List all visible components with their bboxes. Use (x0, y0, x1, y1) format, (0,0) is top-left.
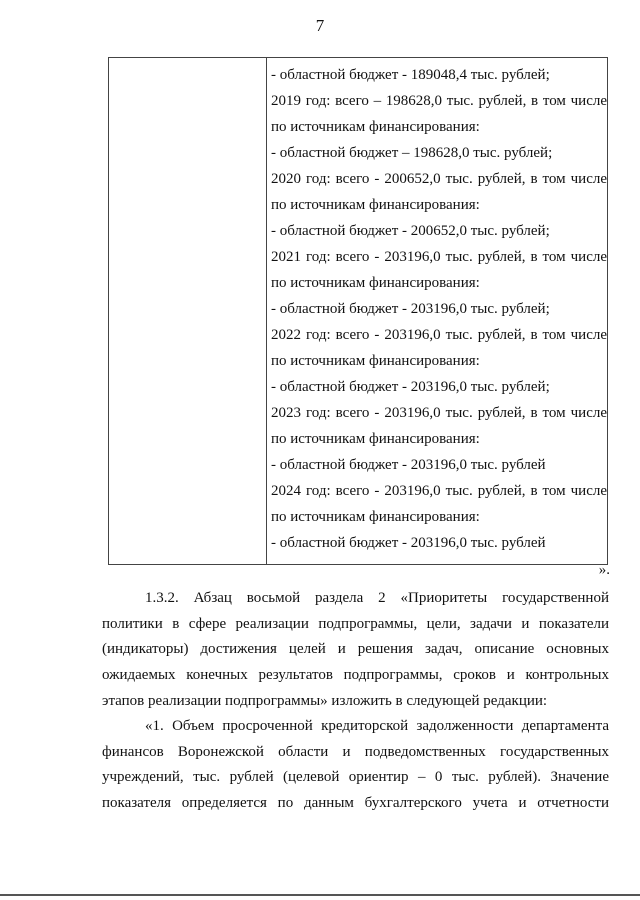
table-line: - областной бюджет - 203196,0 тыс. рублей; (271, 379, 550, 395)
table-line: по источникам финансирования: (271, 119, 480, 135)
paragraph-line: финансов Воронежской области и подведомственных государственных (102, 743, 609, 760)
page-number: 7 (315, 16, 325, 35)
paragraph-line: ожидаемых конечных результатов подпрограммы, сроков и контрольных (102, 667, 609, 684)
funding-table (108, 57, 608, 565)
paragraph-line: политики в сфере реализации подпрограммы, цели, задачи и показатели (102, 615, 609, 632)
table-line: - областной бюджет - 203196,0 тыс. рублей; (271, 301, 550, 317)
table-line: 2024 год: всего - 203196,0 тыс. рублей, в том числе (271, 483, 607, 499)
table-line: - областной бюджет - 203196,0 тыс. рублей (271, 535, 546, 551)
bottom-scan-edge (0, 894, 640, 896)
closing-quote: ». (598, 562, 610, 578)
paragraph-line: 1.3.2. Абзац восьмой раздела 2 «Приоритеты государственной (145, 590, 609, 606)
paragraph-line: «1. Объем просроченной кредиторской задолженности департамента (145, 718, 609, 734)
table-line: 2023 год: всего - 203196,0 тыс. рублей, в том числе (271, 405, 607, 421)
table-line: по источникам финансирования: (271, 353, 480, 369)
table-line: - областной бюджет – 198628,0 тыс. рублей; (271, 145, 553, 161)
paragraph-line: учреждений, тыс. рублей (целевой ориентир – 0 тыс. рублей). Значение (102, 769, 609, 786)
funding-cell (267, 58, 607, 556)
table-line: - областной бюджет - 200652,0 тыс. рублей; (271, 223, 550, 239)
table-line: - областной бюджет - 189048,4 тыс. рублей; (271, 67, 550, 83)
paragraph-1-3-2 (102, 586, 609, 715)
table-line: 2019 год: всего – 198628,0 тыс. рублей, в том числе (271, 93, 607, 109)
table-line: по источникам финансирования: (271, 197, 480, 213)
table-line: - областной бюджет - 203196,0 тыс. рублей (271, 457, 546, 473)
table-line: по источникам финансирования: (271, 275, 480, 291)
paragraph-line: (индикаторы) достижения целей и решения задач, описание основных (102, 641, 609, 658)
paragraph-line: показателя определяется по данным бухгалтерского учета и отчетности (102, 795, 609, 812)
table-line: по источникам финансирования: (271, 431, 480, 447)
table-line: 2020 год: всего - 200652,0 тыс. рублей, в том числе (271, 171, 607, 187)
table-line: по источникам финансирования: (271, 509, 480, 525)
table-line: 2022 год: всего - 203196,0 тыс. рублей, в том числе (271, 327, 607, 343)
paragraph-quoted-item-1 (102, 714, 609, 817)
paragraph-line: этапов реализации подпрограммы» изложить в следующей редакции: (102, 692, 548, 709)
table-line: 2021 год: всего - 203196,0 тыс. рублей, в том числе (271, 249, 607, 265)
